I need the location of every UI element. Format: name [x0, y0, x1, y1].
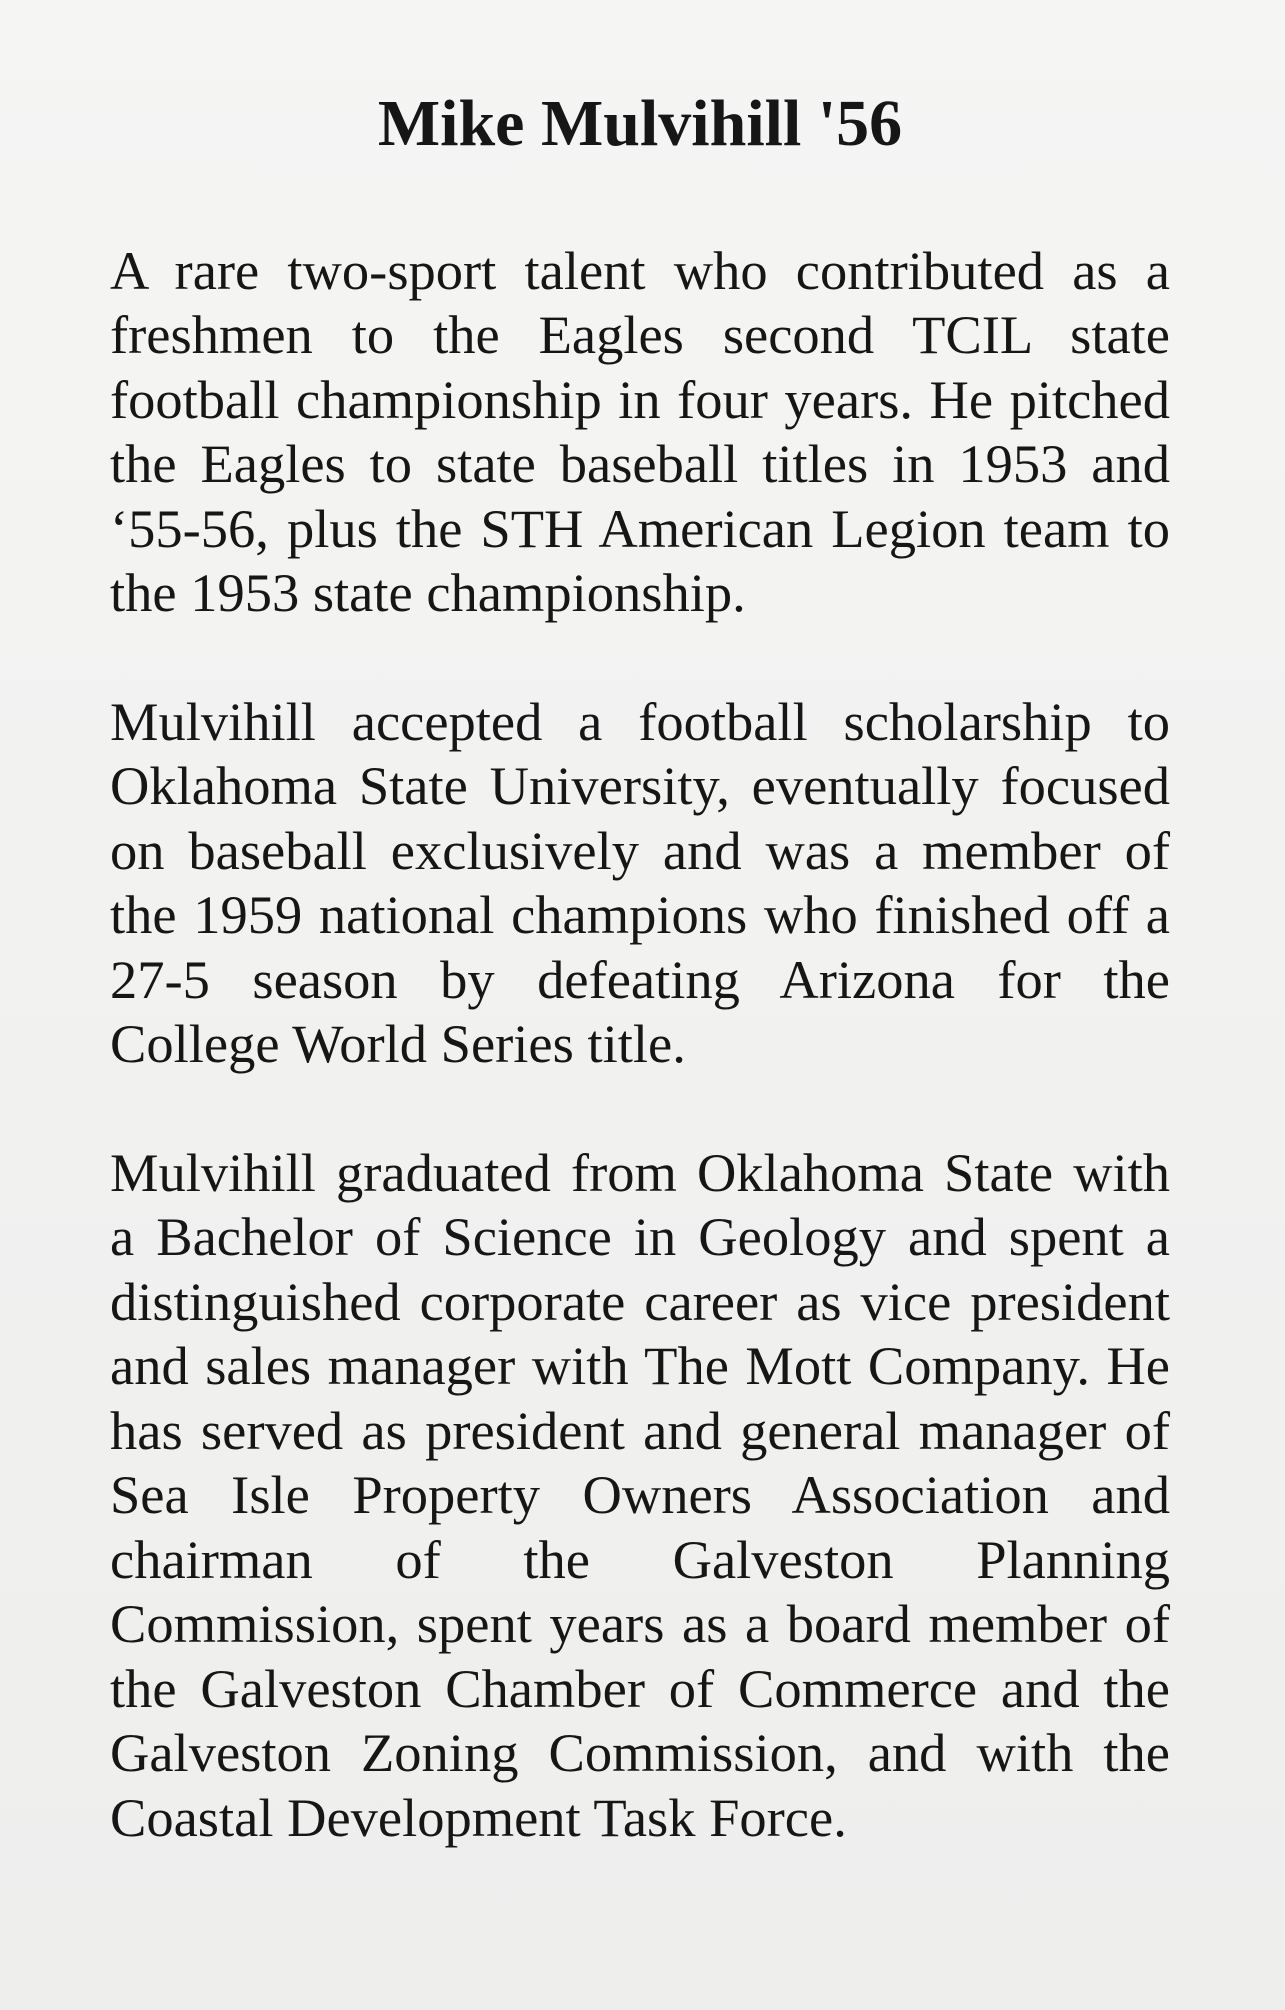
- document-content: [110, 88, 1170, 1914]
- paragraph-1: A rare two-sport talent who contributed as a freshmen to the Eagles second TCIL state football championship in four years. He pitched the Eagles to state baseball titles in 1953 and ‘55-56, plus the STH American Legion team to the 1953 state championship.: [110, 239, 1170, 624]
- paragraph-3: Mulvihill graduated from Oklahoma State with a Bachelor of Science in Geology and spent a distinguished corporate career as vice president and sales manager with The Mott Company. He has served as president and general manager of Sea Isle Property Owners Association and chairman of the Galveston Planning Commission, spent years as a board member of the Galveston Chamber of Commerce and the Galveston Zoning Commission, and with the Coastal Development Task Force.: [110, 1141, 1170, 1848]
- paragraph-2: Mulvihill accepted a football scholarship to Oklahoma State University, eventually focused on baseball exclusively and was a member of the 1959 national champions who finished off a 27-5 season by defeating Arizona for the College World Series title.: [110, 690, 1170, 1075]
- page-title: Mike Mulvihill '56: [377, 87, 903, 160]
